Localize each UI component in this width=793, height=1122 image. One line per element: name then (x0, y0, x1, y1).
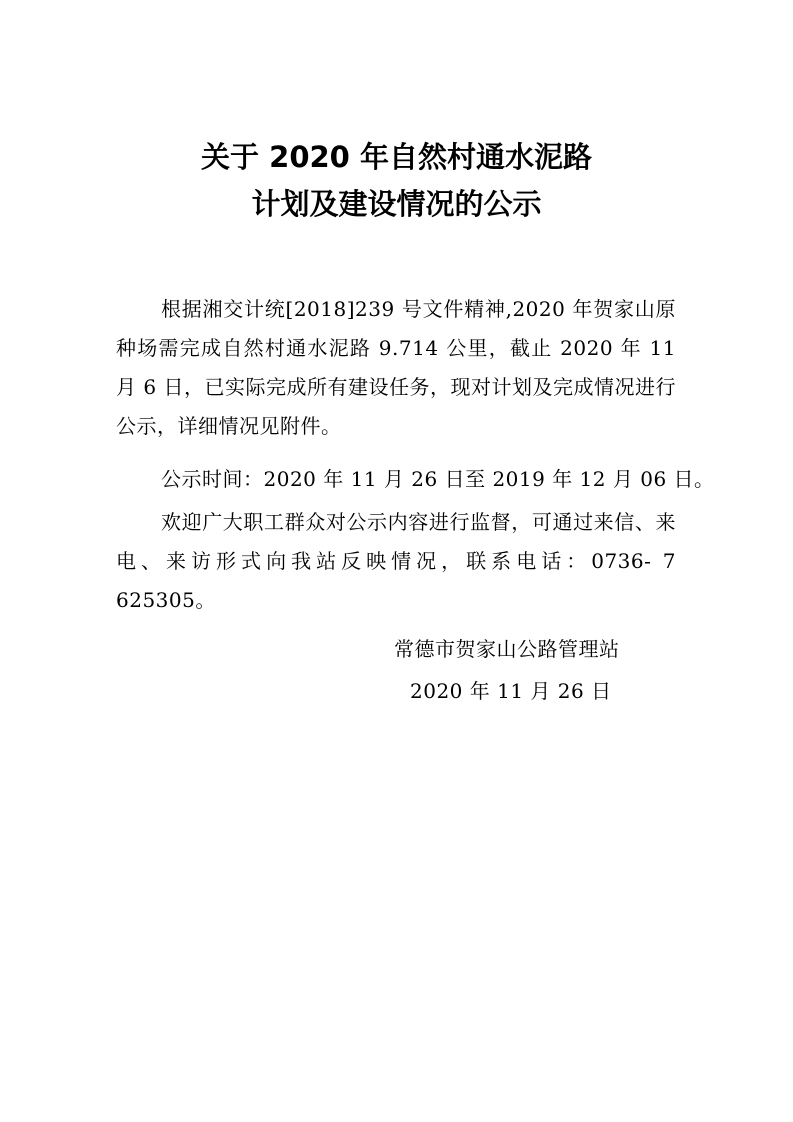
signature-organization: 常德市贺家山公路管理站 (394, 637, 620, 661)
document-title-line-1: 关于 2020 年自然村通水泥路 (201, 140, 592, 174)
body-paragraph-supervision: 欢迎广大职工群众对公示内容进行监督，可通过来信、来电、来访形式向我站反映情况，联系电话：0736- 7 625305。 (116, 510, 676, 612)
body-paragraph-plan: 根据湘交计统[2018]239 号文件精神,2020 年贺家山原种场需完成自然村通水泥路 9.714 公里，截止 2020 年 11 月 6 日，已实际完成所有建设任务，现对计划及完成情况进行公示，详细情况见附件。 (116, 297, 676, 438)
document-title-line-2: 计划及建设情况的公示 (251, 187, 542, 221)
body-paragraph-notice-period: 公示时间：2020 年 11 月 26 日至 2019 年 12 月 06 日。 (161, 467, 715, 491)
signature-date: 2020 年 11 月 26 日 (410, 679, 612, 703)
